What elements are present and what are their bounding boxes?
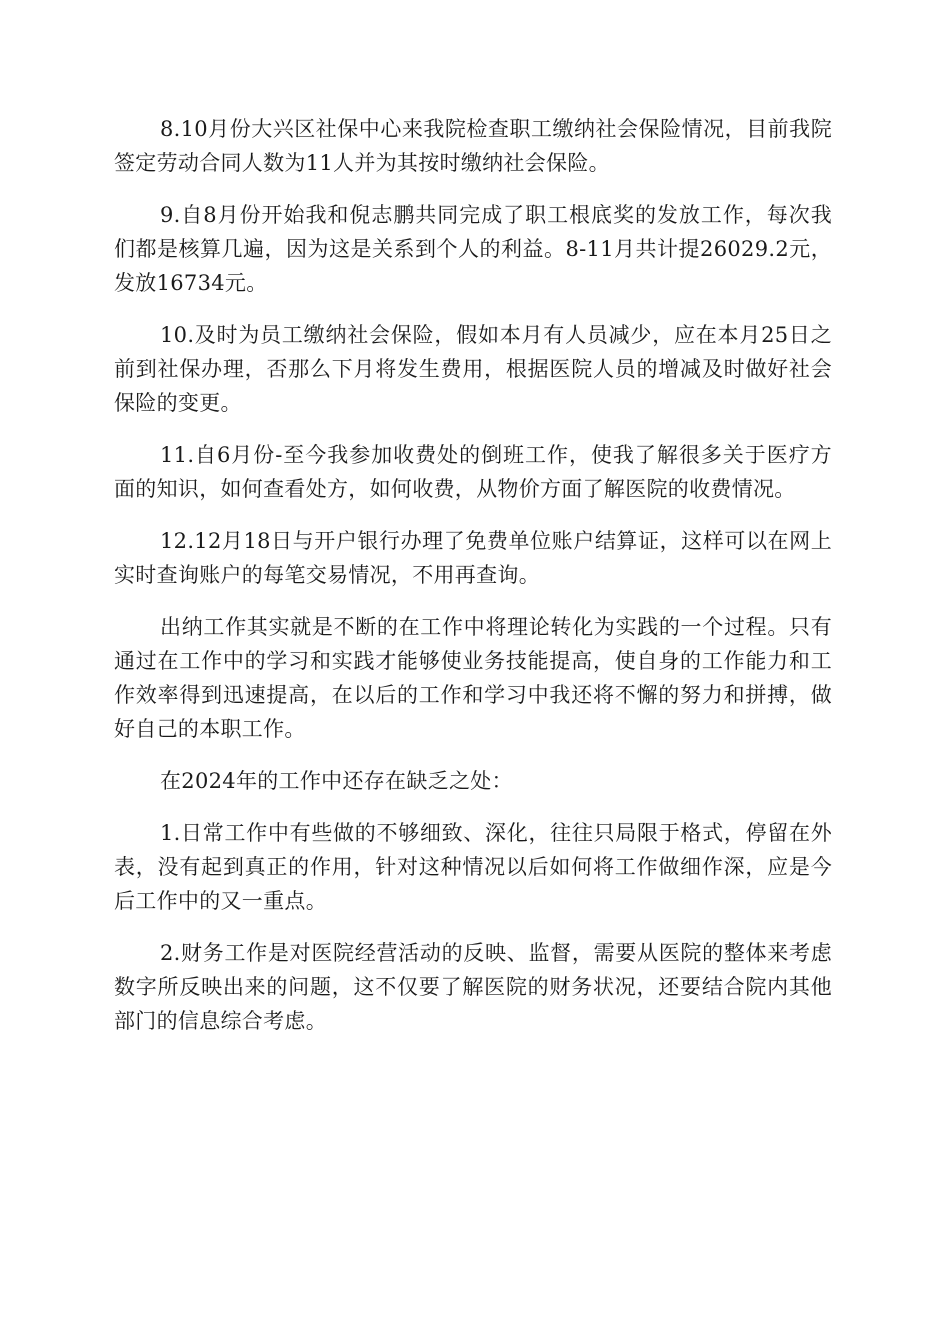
paragraph-item-11: 11.自6月份-至今我参加收费处的倒班工作，使我了解很多关于医疗方面的知识，如何查看处方，如何收费，从物价方面了解医院的收费情况。 <box>114 443 832 501</box>
paragraph-item-8: 8.10月份大兴区社保中心来我院检查职工缴纳社会保险情况，目前我院签定劳动合同人数为11人并为其按时缴纳社会保险。 <box>114 117 832 175</box>
paragraph-shortcoming-2: 2.财务工作是对医院经营活动的反映、监督，需要从医院的整体来考虑数字所反映出来的问题，这不仅要了解医院的财务状况，还要结合院内其他部门的信息综合考虑。 <box>114 941 832 1033</box>
paragraph-summary: 出纳工作其实就是不断的在工作中将理论转化为实践的一个过程。只有通过在工作中的学习和实践才能够使业务技能提高，使自身的工作能力和工作效率得到迅速提高，在以后的工作和学习中我还将不懈的努力和拼搏，做好自己的本职工作。 <box>114 615 832 741</box>
paragraph-shortcoming-1: 1.日常工作中有些做的不够细致、深化，往往只局限于格式，停留在外表，没有起到真正的作用，针对这种情况以后如何将工作做细作深，应是今后工作中的又一重点。 <box>114 821 832 913</box>
paragraph-item-9: 9.自8月份开始我和倪志鹏共同完成了职工根底奖的发放工作，每次我们都是核算几遍，因为这是关系到个人的利益。8-11月共计提26029.2元，发放16734元。 <box>114 203 832 295</box>
paragraph-item-12: 12.12月18日与开户银行办理了免费单位账户结算证，这样可以在网上实时查询账户的每笔交易情况，不用再查询。 <box>114 529 832 587</box>
document-body <box>114 112 832 1056</box>
paragraph-item-10: 10.及时为员工缴纳社会保险，假如本月有人员减少，应在本月25日之前到社保办理，否那么下月将发生费用，根据医院人员的增减及时做好社会保险的变更。 <box>114 323 832 415</box>
paragraph-shortcomings-heading: 在2024年的工作中还存在缺乏之处： <box>160 769 513 793</box>
